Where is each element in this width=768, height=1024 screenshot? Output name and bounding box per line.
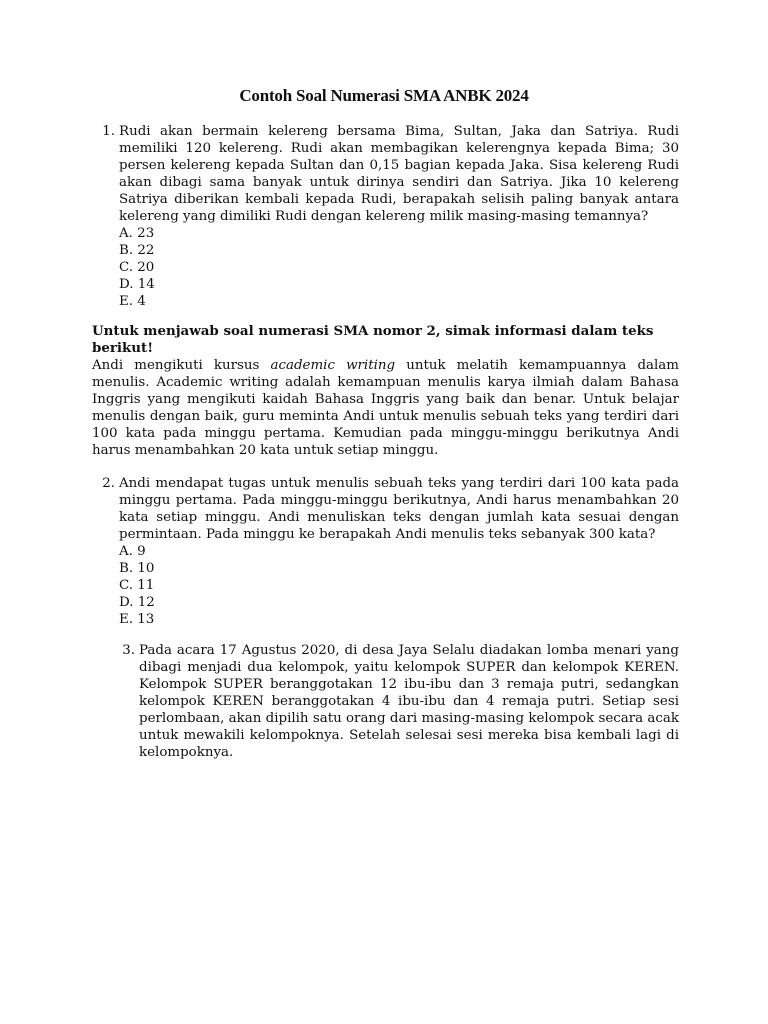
- option-d: D. 12: [119, 595, 155, 610]
- option-d: D. 14: [119, 277, 155, 292]
- passage-italic-term: academic writing: [270, 358, 396, 373]
- question-number: 3.: [122, 643, 135, 658]
- option-c: C. 20: [119, 260, 155, 275]
- question-3: [122, 642, 679, 761]
- option-b: B. 22: [119, 243, 155, 258]
- question-2: [102, 475, 679, 628]
- question-number: 1.: [102, 124, 115, 139]
- question-text: Andi mendapat tugas untuk menulis sebuah teks yang terdiri dari 100 kata pada minggu pertama. Pada minggu-minggu berikutnya, Andi harus menambahkan 20 kata setiap minggu. Andi menuliskan teks dengan jumlah kata sesuai dengan permintaan. Pada minggu ke berapakah Andi menulis teks sebanyak 300 kata?: [119, 476, 679, 542]
- option-a: A. 9: [119, 544, 146, 559]
- question-text: Pada acara 17 Agustus 2020, di desa Jaya Selalu diadakan lomba menari yang dibagi menjadi dua kelompok, yaitu kelompok SUPER dan kelompok KEREN. Kelompok SUPER beranggotakan 12 ibu-ibu dan 3 remaja putri, sedangkan kelompok KEREN beranggotakan 4 ibu-ibu dan 4 remaja putri. Setiap sesi perlombaan, akan dipilih satu orang dari masing-masing kelompok secara acak untuk mewakili kelompoknya. Setelah selesai sesi mereka bisa kembali lagi di kelompoknya.: [139, 643, 679, 760]
- passage-text-start: Andi mengikuti kursus: [92, 358, 271, 373]
- question-text: Rudi akan bermain kelereng bersama Bima, Sultan, Jaka dan Satriya. Rudi memiliki 120 kelereng. Rudi akan membagikan kelerengnya kepada Bima; 30 persen kelereng kepada Sultan dan 0,15 bagian kepada Jaka. Sisa kelereng Rudi akan dibagi sama banyak untuk dirinya sendiri dan Satriya. Jika 10 kelereng Satriya diberikan kembali kepada Rudi, berapakah selisih paling banyak antara kelereng yang dimiliki Rudi dengan kelereng milik masing-masing temannya?: [119, 124, 679, 224]
- option-b: B. 10: [119, 561, 155, 576]
- reading-passage: [92, 357, 679, 459]
- option-a: A. 23: [119, 226, 155, 241]
- instruction-text: Untuk menjawab soal numerasi SMA nomor 2, simak informasi dalam teks berikut!: [92, 323, 654, 356]
- option-e: E. 13: [119, 612, 155, 627]
- question-1: [102, 123, 679, 310]
- question-number: 2.: [102, 476, 115, 491]
- option-e: E. 4: [119, 294, 146, 309]
- option-c: C. 11: [119, 578, 155, 593]
- document-title: Contoh Soal Numerasi SMA ANBK 2024: [239, 86, 529, 105]
- passage-text-rest: untuk melatih kemampuannya dalam menulis. Academic writing adalah kemampuan menulis karya ilmiah dalam Bahasa Inggris yang mengikuti kaidah Bahasa Inggris yang baik dan benar. Untuk belajar menulis dengan baik, guru meminta Andi untuk menulis sebuah teks yang terdiri dari 100 kata pada minggu pertama. Kemudian pada minggu-minggu berikutnya Andi harus menambahkan 20 kata untuk setiap minggu.: [92, 358, 679, 458]
